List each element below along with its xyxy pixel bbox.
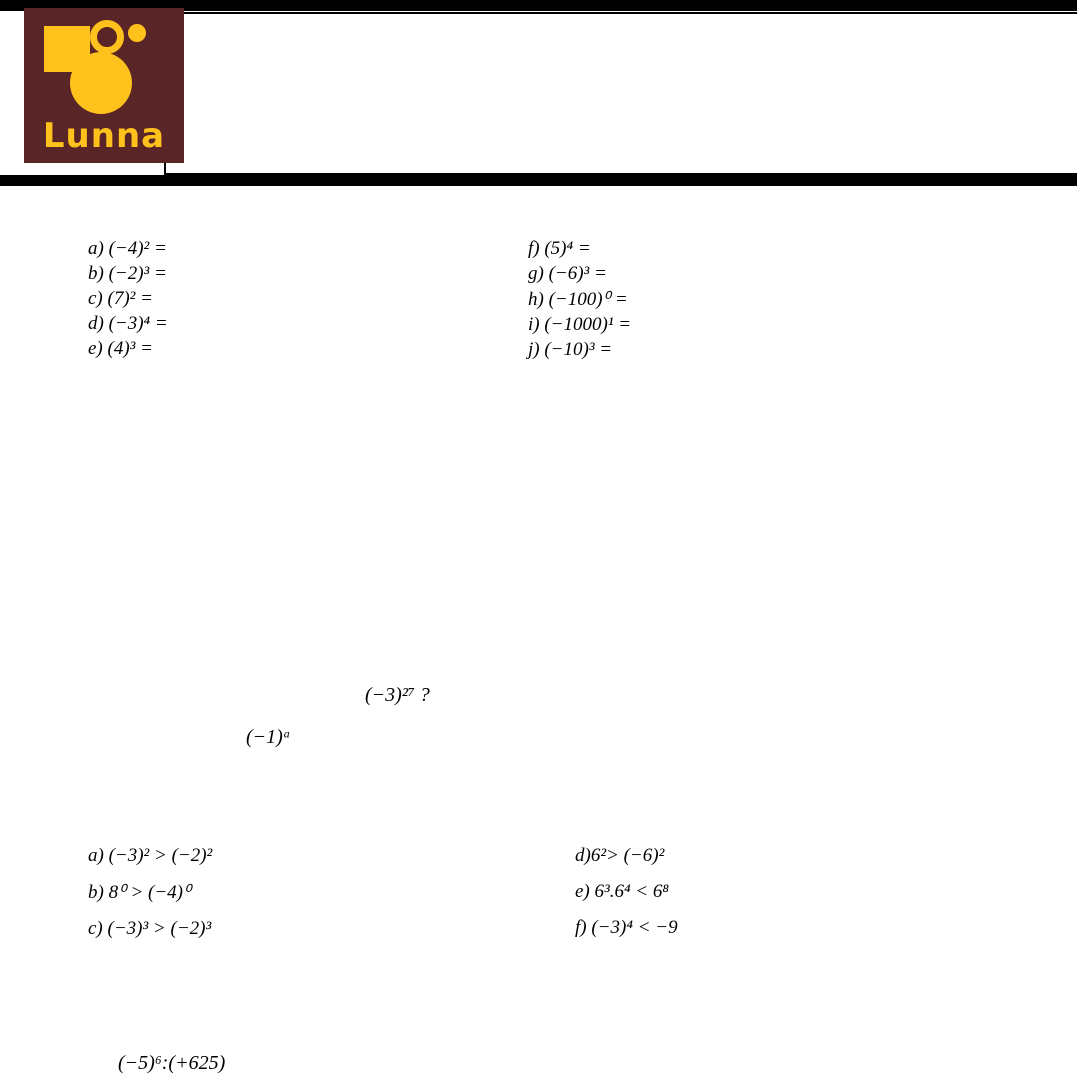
page-header <box>0 0 1077 186</box>
header-title-box <box>164 12 1077 175</box>
list-item: c) (7)² = <box>88 288 153 309</box>
list-item: d) (−3)⁴ = <box>88 313 168 334</box>
logo-dot-icon <box>128 24 146 42</box>
last-expression: (−5)⁶:(+625) <box>118 1052 226 1074</box>
list-item: h) (−100)⁰ = <box>528 289 628 310</box>
list-item: f) (5)⁴ = <box>528 238 591 259</box>
list-item: b) 8⁰ > (−4)⁰ <box>88 882 191 903</box>
comparisons-right-column <box>575 845 678 953</box>
header-title-text <box>180 24 1069 163</box>
list-item: a) (−4)² = <box>88 238 167 259</box>
list-item: j) (−10)³ = <box>528 339 613 360</box>
list-item: c) (−3)³ > (−2)³ <box>88 918 212 939</box>
list-item: b) (−2)³ = <box>88 263 167 284</box>
list-item: a) (−3)² > (−2)² <box>88 845 213 866</box>
list-item: d)6²> (−6)² <box>575 845 665 866</box>
header-rule-bottom <box>0 175 1077 186</box>
logo-ring-icon <box>90 20 124 54</box>
list-item: i) (−1000)¹ = <box>528 314 632 335</box>
question-expression-1: (−3)²⁷ ? <box>365 684 430 706</box>
exercise1-left-column <box>88 238 168 363</box>
list-item: g) (−6)³ = <box>528 263 607 284</box>
list-item: f) (−3)⁴ < −9 <box>575 917 678 938</box>
exercise1-right-column <box>528 238 631 364</box>
comparisons-left-column <box>88 845 212 954</box>
question-expression-2: (−1)ᵃ <box>246 726 291 748</box>
list-item: e) (4)³ = <box>88 338 153 359</box>
logo-brand-text: Lunna <box>42 116 166 156</box>
logo-circle-icon <box>70 52 132 114</box>
list-item: e) 6³.6⁴ < 6⁸ <box>575 881 669 902</box>
lunna-logo <box>24 8 184 163</box>
